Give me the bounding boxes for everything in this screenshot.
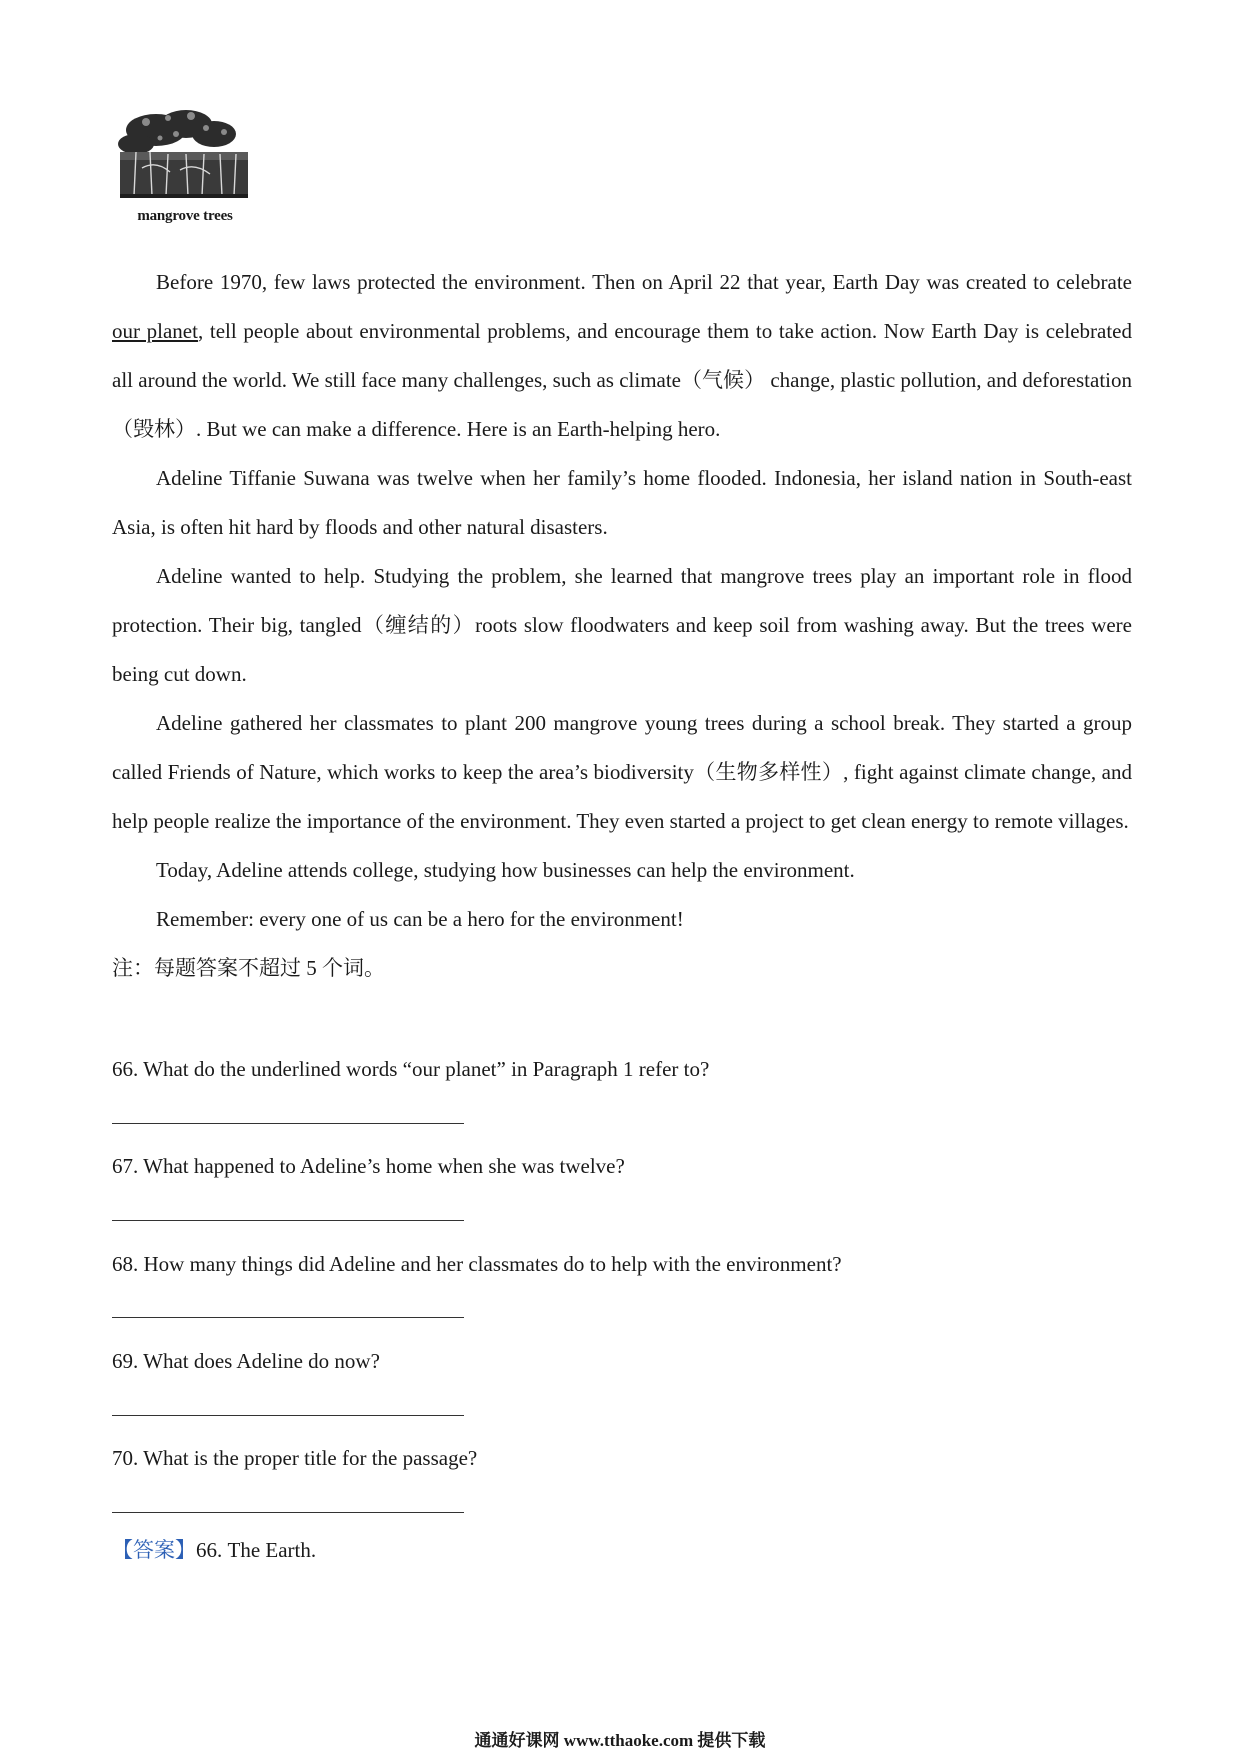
question-70: 70. What is the proper title for the passage?	[112, 1446, 478, 1470]
underlined-phrase: our planet	[112, 319, 198, 343]
paragraph-1-end: , tell people about environmental problems, and encourage them to take action. Now Earth Day is celebrated all around the world. We still face many challenges, such as climate（气候） change, plastic pollution, and deforestation（毁林）. But we can make a difference. Here is an Earth-helping hero.	[112, 319, 1132, 441]
answer-line-68[interactable]	[112, 1317, 464, 1318]
paragraph-6: Remember: every one of us can be a hero for the environment!	[156, 907, 684, 931]
question-68: 68. How many things did Adeline and her classmates do to help with the environment?	[112, 1252, 842, 1276]
answer-block	[112, 1535, 316, 1565]
paragraph-3: Adeline wanted to help. Studying the problem, she learned that mangrove trees play an important role in flood protection. Their big, tangled（缠结的）roots slow floodwaters and keep soil from washing away. But the trees were being cut down.	[112, 564, 1132, 686]
question-66: 66. What do the underlined words “our planet” in Paragraph 1 refer to?	[112, 1057, 710, 1081]
paragraph-4: Adeline gathered her classmates to plant 200 mangrove young trees during a school break. They started a group called Friends of Nature, which works to keep the area’s biodiversity（生物多样性）, fight against climate change, and help people realize the importance of the environment. They even started a project to get clean energy to remote villages.	[112, 711, 1132, 833]
answer-line-69[interactable]	[112, 1415, 464, 1416]
answer-tag: 【答案】	[112, 1538, 196, 1562]
answer-line-66[interactable]	[112, 1123, 464, 1124]
paragraph-1-start: Before 1970, few laws protected the environment. Then on April 22 that year, Earth Day was created to celebrate	[156, 270, 1132, 294]
answer-text: 66. The Earth.	[196, 1538, 317, 1562]
figure-caption: mangrove trees	[137, 208, 233, 224]
mangrove-photo-icon	[116, 108, 248, 206]
answer-line-67[interactable]	[112, 1220, 464, 1221]
question-67: 67. What happened to Adeline’s home when she was twelve?	[112, 1154, 625, 1178]
question-69: 69. What does Adeline do now?	[112, 1349, 380, 1373]
answer-line-70[interactable]	[112, 1512, 464, 1513]
mangrove-figure	[116, 108, 254, 225]
answer-note: 注：每题答案不超过 5 个词。	[112, 956, 385, 980]
paragraph-5: Today, Adeline attends college, studying how businesses can help the environment.	[156, 858, 855, 882]
page-footer: 通通好课网 www.tthaoke.com 提供下载	[474, 1731, 766, 1750]
passage	[112, 258, 1132, 993]
paragraph-1	[112, 258, 1132, 454]
paragraph-2: Adeline Tiffanie Suwana was twelve when her family’s home flooded. Indonesia, her island nation in South-east Asia, is often hit hard by floods and other natural disasters.	[112, 466, 1132, 539]
